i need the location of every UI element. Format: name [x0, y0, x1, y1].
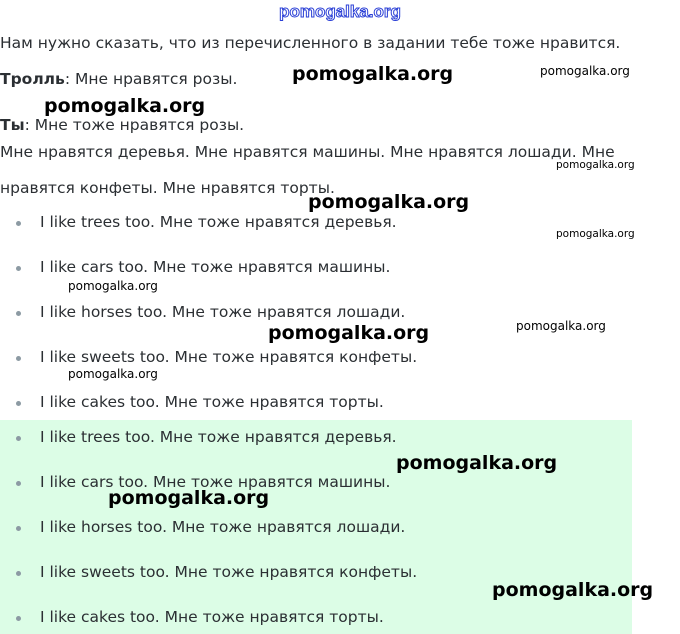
watermark: pomogalka.org [556, 159, 635, 171]
bullet-icon [16, 571, 21, 576]
watermark: pomogalka.org [540, 64, 630, 78]
bullet-icon [16, 311, 21, 316]
watermark: pomogalka.org [68, 279, 158, 293]
list-item-text: I like trees too. Мне тоже нравятся деревья. [40, 213, 397, 231]
watermark: pomogalka.org [268, 322, 430, 344]
bullet-icon [16, 526, 21, 531]
bullet-icon [16, 266, 21, 271]
watermark: pomogalka.org [308, 191, 470, 213]
bullet-icon [16, 221, 21, 226]
list-item-text: I like cakes too. Мне тоже нравятся торты. [40, 608, 384, 626]
site-title: pomogalka.org [279, 2, 401, 21]
watermark: pomogalka.org [108, 487, 270, 509]
list-item-text: I like trees too. Мне тоже нравятся деревья. [40, 428, 397, 446]
list-item-text: I like horses too. Мне тоже нравятся лошади. [40, 518, 406, 536]
you-speaker: Ты [0, 116, 25, 134]
bullet-icon [16, 616, 21, 621]
troll-text: : Мне нравятся розы. [64, 70, 238, 88]
prompt-line-2: нравятся конфеты. Мне нравятся торты. [0, 179, 335, 197]
list-item-text: I like horses too. Мне тоже нравятся лошади. [40, 303, 406, 321]
bullet-icon [16, 436, 21, 441]
troll-line [0, 70, 237, 88]
bullet-icon [16, 356, 21, 361]
list-item-text: I like cars too. Мне тоже нравятся машины. [40, 258, 391, 276]
troll-speaker: Тролль [0, 70, 65, 88]
watermark: pomogalka.org [68, 367, 158, 381]
list-item-text: I like sweets too. Мне тоже нравятся конфеты. [40, 563, 418, 581]
list-item-text: I like cakes too. Мне тоже нравятся торты. [40, 393, 384, 411]
you-text: : Мне тоже нравятся розы. [24, 116, 245, 134]
you-line [0, 116, 244, 134]
list-item-text: I like cars too. Мне тоже нравятся машины. [40, 473, 391, 491]
bullet-icon [16, 401, 21, 406]
prompt-line-1: Мне нравятся деревья. Мне нравятся машины. Мне нравятся лошади. Мне [0, 143, 615, 161]
list-item-text: I like sweets too. Мне тоже нравятся конфеты. [40, 348, 418, 366]
watermark: pomogalka.org [44, 95, 206, 117]
watermark: pomogalka.org [516, 319, 606, 333]
bullet-icon [16, 481, 21, 486]
watermark: pomogalka.org [292, 63, 454, 85]
intro-text: Нам нужно сказать, что из перечисленного в задании тебе тоже нравится. [0, 34, 621, 52]
watermark: pomogalka.org [396, 452, 558, 474]
watermark: pomogalka.org [492, 579, 654, 601]
watermark: pomogalka.org [556, 228, 635, 240]
